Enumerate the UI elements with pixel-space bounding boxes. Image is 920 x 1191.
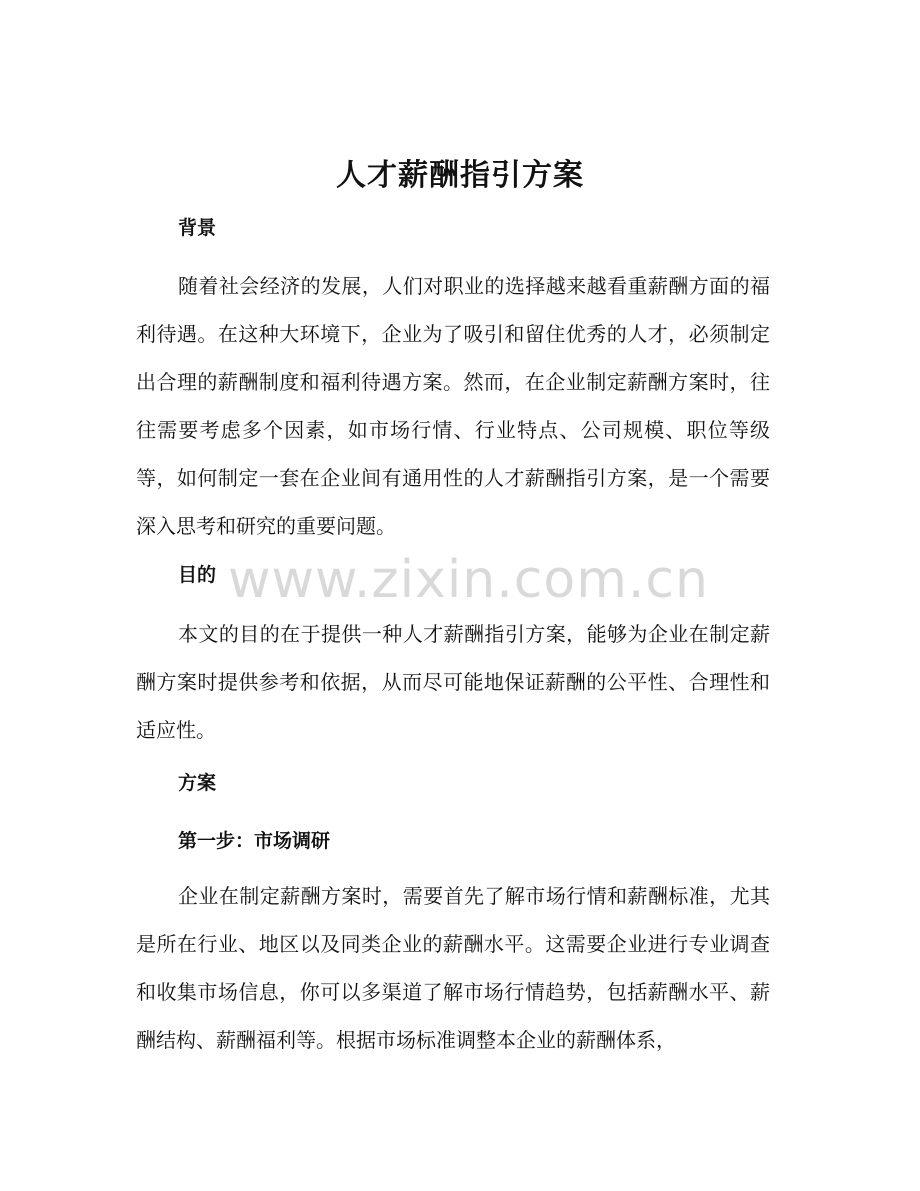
step-heading-market-research: 第一步：市场调研 [178, 830, 331, 852]
paragraph-background: 随着社会经济的发展，人们对职业的选择越来越看重薪酬方面的福利待遇。在这种大环境下，企业为了吸引和留住优秀的人才，必须制定出合理的薪酬制度和福利待遇方案。然而，在企业制定薪酬方案时，往往需要考虑多个因素，如市场行情、行业特点、公司规模、职位等级等，如何制定一套在企业间有通用性的人才薪酬指引方案，是一个需要深入思考和研究的重要问题。 [136, 274, 770, 538]
watermark: www.zixin.com.cn [228, 550, 709, 610]
section-heading-plan: 方案 [178, 772, 217, 794]
paragraph-market-research: 企业在制定薪酬方案时，需要首先了解市场行情和薪酬标准，尤其是所在行业、地区以及同类企业的薪酬水平。这需要企业进行专业调查和收集市场信息，你可以多渠道了解市场行情趋势，包括薪酬水平、薪酬结构、薪酬福利等。根据市场标准调整本企业的薪酬体系， [136, 884, 770, 1052]
section-heading-purpose: 目的 [178, 564, 217, 586]
paragraph-purpose: 本文的目的在于提供一种人才薪酬指引方案，能够为企业在制定薪酬方案时提供参考和依据，从而尽可能地保证薪酬的公平性、合理性和适应性。 [136, 622, 770, 742]
section-heading-background: 背景 [178, 217, 217, 239]
document-title: 人才薪酬指引方案 [336, 158, 584, 193]
